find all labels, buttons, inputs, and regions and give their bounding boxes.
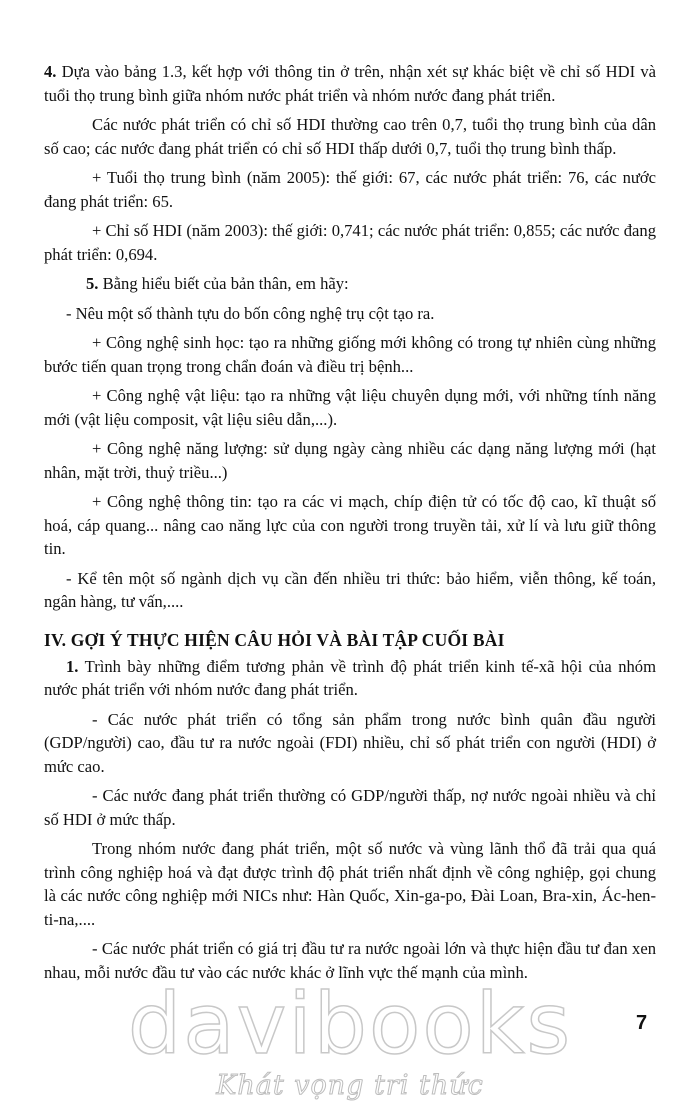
paragraph-text: + Công nghệ năng lượng: sử dụng ngày càng nhiều các dạng năng lượng mới (hạt nhân, mặt trời, thuỷ triều...) <box>44 439 656 482</box>
paragraph-text: + Tuổi thọ trung bình (năm 2005): thế giới: 67, các nước phát triển: 76, các nước đang phát triển: 65. <box>44 168 656 211</box>
paragraph <box>44 331 656 378</box>
paragraph <box>44 490 656 561</box>
paragraph-text: Dựa vào bảng 1.3, kết hợp với thông tin ở trên, nhận xét sự khác biệt về chỉ số HDI và tuổi thọ trung bình giữa nhóm nước phát triển và nhóm nước đang phát triển. <box>44 62 656 105</box>
section-answers <box>44 655 656 985</box>
paragraph <box>44 384 656 431</box>
paragraph-text: Bằng hiểu biết của bản thân, em hãy: <box>98 274 349 293</box>
paragraph-text: + Công nghệ sinh học: tạo ra những giống mới không có trong tự nhiên cùng những bước tiến quan trọng trong chẩn đoán và điều trị bệnh... <box>44 333 656 376</box>
paragraph-text: - Kể tên một số ngành dịch vụ cần đến nhiều tri thức: bảo hiểm, viễn thông, kế toán, ngân hàng, tư vấn,.... <box>44 568 656 611</box>
paragraph-text: - Nêu một số thành tựu do bốn công nghệ trụ cột tạo ra. <box>66 303 435 323</box>
paragraph <box>44 60 656 107</box>
paragraph <box>44 272 656 296</box>
watermark-tagline: Khát vọng tri thức <box>216 1070 484 1101</box>
paragraph-text: - Các nước phát triển có tổng sản phẩm trong nước bình quân đầu người (GDP/người) cao, đầu tư ra nước ngoài (FDI) nhiều, chỉ số phát triển con người (HDI) ở mức cao. <box>44 709 656 776</box>
page-content <box>44 60 656 990</box>
question-number: 5. <box>86 274 99 293</box>
paragraph-text: Trình bày những điểm tương phản về trình độ phát triển kinh tế-xã hội của nhóm nước phát triển với nhóm nước đang phát triển. <box>44 656 656 699</box>
paragraph <box>44 837 656 931</box>
watermark-logo: davibooks <box>127 975 573 1073</box>
paragraph <box>44 437 656 484</box>
paragraph-text: Trong nhóm nước đang phát triển, một số nước và vùng lãnh thổ đã trải qua quá trình công nghiệp hoá và đạt được trình độ phát triển nhất định về công nghiệp, gọi chung là các nước công nghiệp mới NICs như: Hàn Quốc, Xin-ga-po, Đài Loan, Bra-xin, Ác-hen-ti-na,.... <box>44 839 656 929</box>
paragraph-text: + Chỉ số HDI (năm 2003): thế giới: 0,741; các nước phát triển: 0,855; các nước đang phát triển: 0,694. <box>44 221 656 264</box>
paragraph <box>44 655 656 702</box>
paragraph-text: Các nước phát triển có chỉ số HDI thường cao trên 0,7, tuổi thọ trung bình của dân số cao; các nước đang phát triển có chỉ số HDI thấp dưới 0,7, tuổi thọ trung bình thấp. <box>44 115 656 158</box>
paragraph-text: - Các nước phát triển có giá trị đầu tư ra nước ngoài lớn và thực hiện đầu tư đan xen nhau, mỗi nước đầu tư vào các nước khác ở lĩnh vực thế mạnh của mình. <box>44 939 656 982</box>
paragraph <box>44 166 656 213</box>
paragraph <box>44 113 656 160</box>
paragraph <box>44 567 656 614</box>
paragraph-text: + Công nghệ vật liệu: tạo ra những vật liệu chuyên dụng mới, với những tính năng mới (vật liệu composit, vật liệu siêu dẫn,...). <box>44 386 656 429</box>
paragraph-text: + Công nghệ thông tin: tạo ra các vi mạch, chíp điện tử có tốc độ cao, kĩ thuật số hoá, cáp quang... nâng cao năng lực của con người trong truyền tải, xử lí và lưu giữ thông tin. <box>44 492 656 558</box>
question-number: 1. <box>66 656 79 676</box>
paragraph-text: - Các nước đang phát triển thường có GDP/người thấp, nợ nước ngoài nhiều và chỉ số HDI ở mức thấp. <box>44 786 656 829</box>
paragraph <box>44 302 656 326</box>
page-number: 7 <box>636 1012 648 1034</box>
section-questions <box>44 60 656 614</box>
paragraph <box>44 708 656 779</box>
question-number: 4. <box>44 62 57 81</box>
section-heading: IV. GỢI Ý THỰC HIỆN CÂU HỎI VÀ BÀI TẬP CUỐI BÀI <box>44 629 505 650</box>
paragraph <box>44 219 656 266</box>
paragraph <box>44 784 656 831</box>
